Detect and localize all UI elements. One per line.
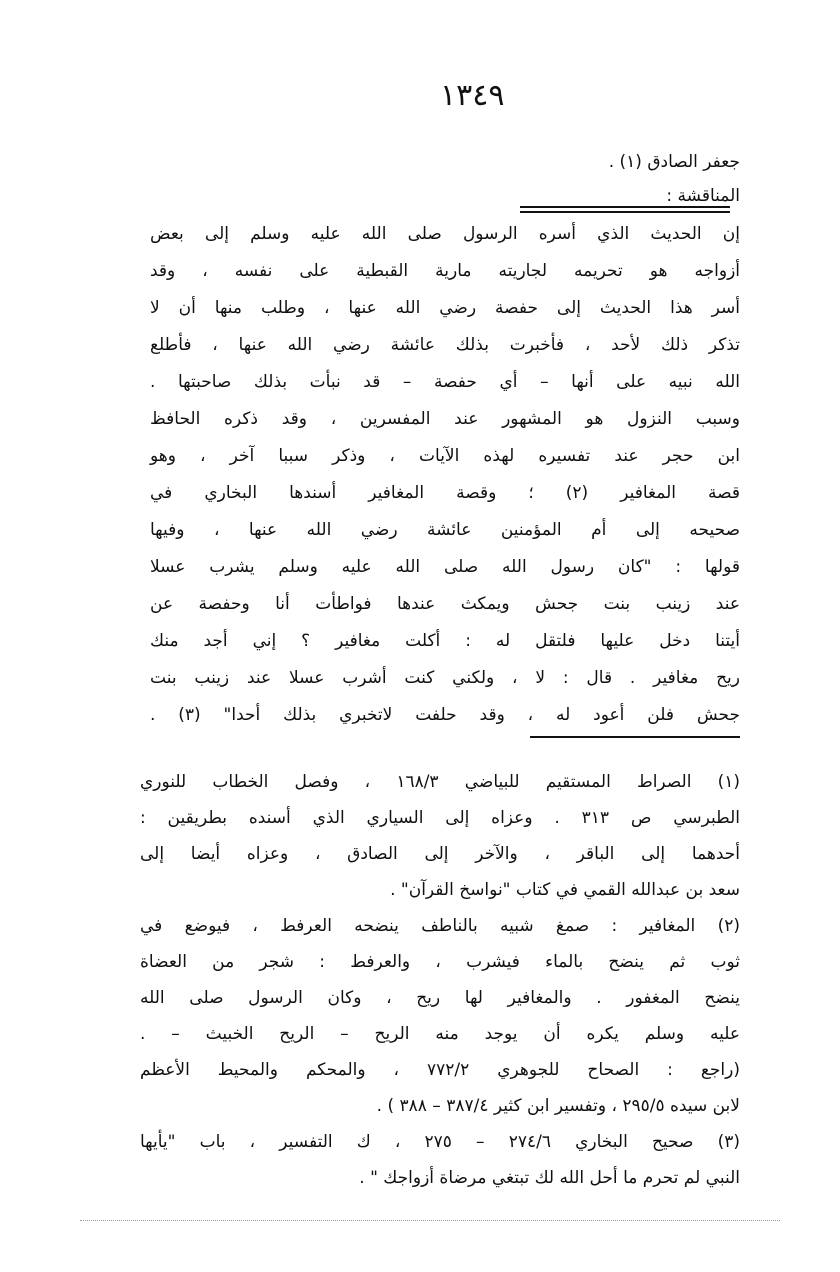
footnote-line: (٣) صحيح البخاري ٢٧٤/٦ – ٢٧٥ ، ك التفسير ، باب "يأيها (140, 1132, 741, 1152)
body-line: ابن حجر عند تفسيره لهذه الآيات ، وذكر سببا آخر ، وهو (150, 446, 740, 466)
body-line: الله نبيه على أنها – أي حفصة – قد نبأت بذلك صاحبتها . (150, 372, 740, 392)
body-line: قصة المغافير (٢) ؛ وقصة المغافير أسندها البخاري في (150, 483, 740, 503)
heading-continuation: جعفر الصادق (١) . (608, 152, 740, 172)
footnote-line: ينضح المغفور . والمغافير لها ريح ، وكان الرسول صلى الله (140, 988, 740, 1008)
body-line: أسر هذا الحديث إلى حفصة رضي الله عنها ، وطلب منها أن لا (150, 298, 740, 318)
footnote-line: الطبرسي ص ٣١٣ . وعزاه إلى السياري الذي أسنده بطريقين : (140, 808, 740, 828)
section-title-underline-second (520, 211, 730, 213)
body-line: ريح مغافير . قال : لا ، ولكني كنت أشرب عسلا عند زينب بنت (150, 668, 740, 688)
section-title: المناقشة : (666, 186, 740, 206)
body-line: أيتنا دخل عليها فلتقل له : أكلت مغافير ؟ إني أجد منك (150, 631, 740, 651)
section-title-underline (520, 206, 730, 208)
body-line: قولها : "كان رسول الله صلى الله عليه وسلم يشرب عسلا (150, 557, 740, 577)
footnote-line: النبي لم تحرم ما أحل الله لك تبتغي مرضاة أزواجك " . (359, 1168, 740, 1188)
footnote-line: ثوب ثم ينضح بالماء فيشرب ، والعرفط : شجر من العضاة (140, 952, 740, 972)
body-line: إن الحديث الذي أسره الرسول صلى الله عليه وسلم إلى بعض (150, 224, 740, 244)
page-number: ١٣٤٩ (440, 78, 505, 113)
footnote-line: سعد بن عبدالله القمي في كتاب "نواسخ القرآن" . (390, 880, 740, 900)
footnote-line: (١) الصراط المستقيم للبياضي ١٦٨/٣ ، وفصل الخطاب للنوري (140, 772, 741, 792)
body-line: أزواجه هو تحريمه لجاريته مارية القبطية على نفسه ، وقد (150, 261, 740, 281)
footnote-separator (530, 736, 740, 738)
footnote-line: أحدهما إلى الباقر ، والآخر إلى الصادق ، وعزاه أيضا إلى (140, 844, 740, 864)
footnote-line: (راجع : الصحاح للجوهري ٧٧٢/٢ ، والمحكم والمحيط الأعظم (140, 1060, 740, 1080)
body-line: صحيحه إلى أم المؤمنين عائشة رضي الله عنها ، وفيها (150, 520, 740, 540)
body-line: تذكر ذلك لأحد ، فأخبرت بذلك عائشة رضي الله عنها ، فأطلع (150, 335, 740, 355)
footnote-line: (٢) المغافير : صمغ شبيه بالناطف ينضحه العرفط ، فيوضع في (140, 916, 740, 936)
body-line: جحش فلن أعود له ، وقد حلفت لاتخبري بذلك أحدا" (٣) . (150, 705, 740, 725)
body-line: عند زينب بنت جحش ويمكث عندها فواطأت أنا وحفصة عن (150, 594, 740, 614)
footnote-line: عليه وسلم يكره أن يوجد منه الريح – الريح الخبيث – . (140, 1024, 740, 1044)
footnote-line: لابن سيده ٢٩٥/٥ ، وتفسير ابن كثير ٣٨٧/٤ – ٣٨٨ ) . (376, 1096, 740, 1116)
scan-edge-dots (80, 1220, 780, 1221)
body-line: وسبب النزول هو المشهور عند المفسرين ، وقد ذكره الحافظ (150, 409, 740, 429)
